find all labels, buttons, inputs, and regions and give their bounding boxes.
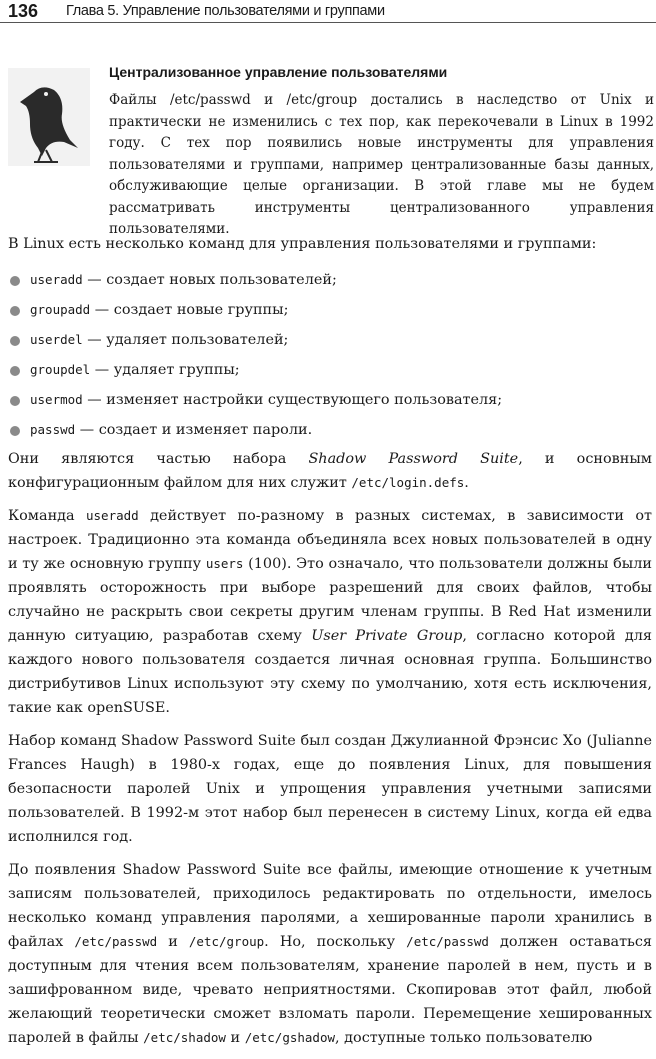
page-number: 136 — [8, 0, 39, 21]
command-list — [8, 265, 652, 445]
text-run: , согласно которой для каждого нового пользователя создается личная основная группа. Большинство дистрибутивов Linux используют эту схему по умолчанию, хотя есть исключения, такие как openSUSE. — [8, 628, 652, 716]
paragraph-useradd — [8, 504, 652, 720]
command-description: — удаляет группы; — [90, 362, 240, 378]
chapter-title: Глава 5. Управление пользователями и группами — [66, 3, 385, 19]
paragraph-shadow-suite — [8, 447, 652, 495]
text-run: Команда — [8, 508, 86, 524]
text-run: должен оставаться доступным для чтения всем пользователям, хранение паролей в нем, пусть и в зашифрованном виде, чревато неприятностями. Скопировав этот файл, любой желающий теоретически сможет взломать пароли. Перемещение хешированных паролей в файлы — [8, 934, 653, 1046]
text-run: (100). Это означало, что пользователи должны были проявлять осторожность при выборе разрешений для своих файлов, чтобы случайно не раскрыть свои секреты другим членам группы. В Red Hat изменили данную ситуацию, разработав схему — [8, 556, 652, 644]
command-description: — создает и изменяет пароли. — [75, 422, 313, 438]
command-name: groupadd — [30, 302, 91, 317]
text-run: и — [225, 1030, 245, 1046]
paragraph-before-shadow — [8, 858, 652, 1050]
file-path: /etc/login.defs — [351, 475, 465, 490]
intro-paragraph: В Linux есть несколько команд для управления пользователями и группами: — [8, 236, 597, 252]
text-run: , доступные только пользователю — [335, 1030, 593, 1046]
command-name: groupdel — [30, 362, 91, 377]
file-path: /etc/passwd — [74, 934, 158, 949]
crow-icon — [8, 68, 90, 166]
file-path: /etc/passwd — [406, 934, 489, 949]
list-item — [8, 415, 652, 445]
command-name: usermod — [30, 392, 83, 407]
running-header — [0, 0, 656, 23]
list-item — [8, 385, 652, 415]
text-run: , и основным конфигурационным файлом для них служит — [8, 451, 653, 491]
paragraph-history: Набор команд Shadow Password Suite был создан Джулианной Фрэнсис Хо (Julianne Frances Haugh) в 1980-х годах, еще до появления Linux, для повышения безопасности паролей Unix и упрощения управления учетными записями пользователей. В 1992-м этот набор был перенесен в систему Linux, когда ей едва исполнился год. — [8, 733, 652, 845]
main-text — [8, 232, 652, 1059]
group-name: users — [205, 556, 244, 571]
command-name: useradd — [30, 272, 83, 287]
command-name: userdel — [30, 332, 83, 347]
list-item — [8, 325, 652, 355]
text-run: . — [464, 475, 469, 491]
text-run: . Но, поскольку — [264, 934, 407, 950]
note-title: Централизованное управление пользователями — [109, 64, 448, 80]
list-item — [8, 355, 652, 385]
command-description: — создает новые группы; — [90, 302, 289, 318]
text-run: действует по-разному в разных системах, в зависимости от настроек. Традиционно эта команда объединяла всех новых пользователей в одну и ту же основную группу — [8, 508, 653, 572]
list-item — [8, 265, 652, 295]
note-text: Файлы /etc/passwd и /etc/group достались в наследство от Unix и практически не изменились с тех пор, как перекочевали в Linux в 1992 году. С тех пор появились новые инструменты для управления пользователями и группами, например централизованные базы данных, обслуживающие целые организации. В этой главе мы не будем рассматривать инструменты централизованного управления пользователями. — [109, 92, 654, 237]
text-run: и — [157, 934, 189, 950]
suite-name: Shadow Password Suite — [308, 451, 519, 467]
file-path: /etc/gshadow — [244, 1030, 336, 1045]
command-description: — изменяет настройки существующего пользователя; — [82, 392, 503, 408]
text-run: До появления Shadow Password Suite все файлы, имеющие отношение к учетным записям пользователей, приходилось редактировать по отдельности, имелось несколько команд управления паролями, а хешированные пароли хранились в файлах — [8, 862, 652, 950]
scheme-name: User Private Group — [311, 628, 463, 644]
file-path: /etc/shadow — [143, 1030, 226, 1045]
command-description: — создает новых пользователей; — [82, 272, 337, 288]
command-description: — удаляет пользователей; — [82, 332, 289, 348]
text-run: Они являются частью набора — [8, 451, 309, 467]
list-item — [8, 295, 652, 325]
command-name: useradd — [86, 508, 139, 523]
command-name: passwd — [30, 422, 76, 437]
file-path: /etc/group — [188, 934, 265, 949]
